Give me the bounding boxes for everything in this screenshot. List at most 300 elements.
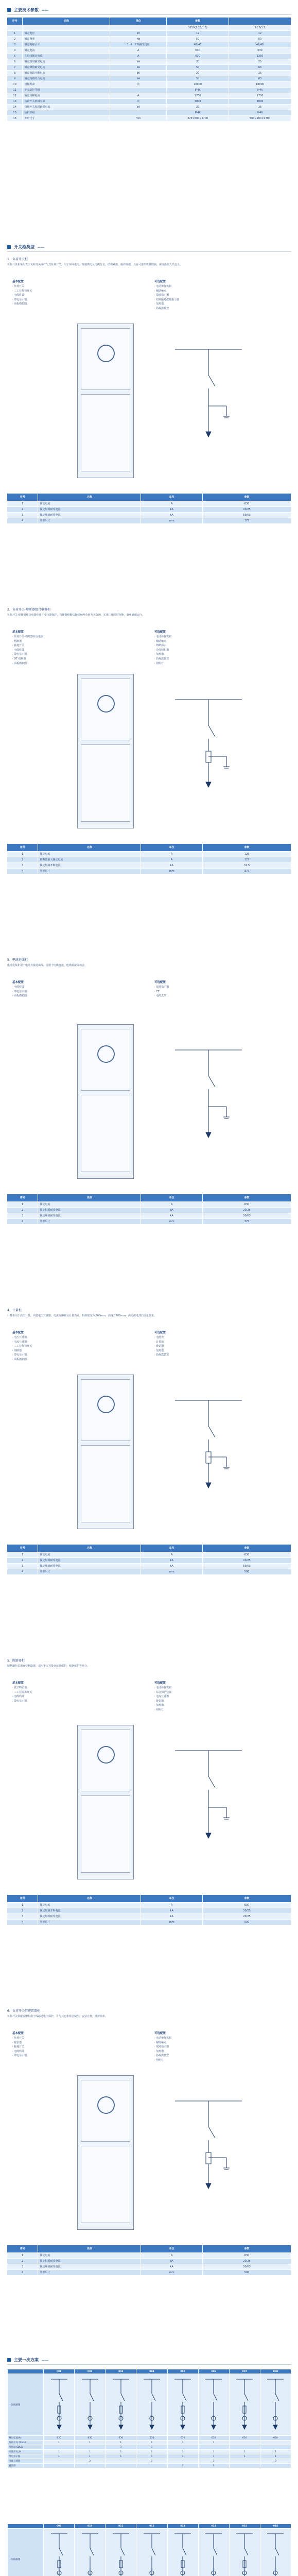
feature-item: · 辅助触点 [154,2041,167,2044]
feature-item: · 熔断指示 [154,644,167,648]
table-header-row [7,18,291,25]
table-cell: mm [141,1569,203,1574]
single-line-diagram [170,1045,247,1148]
table-cell: 次 [110,81,167,87]
table-row [7,2252,291,2258]
table-cell: mm [141,518,203,523]
column-header: 名称 [38,494,141,501]
table-cell: mm [110,115,167,121]
table-cell: 20 [167,104,229,110]
table-row [7,1569,291,1574]
feature-item: · 面板模拟图 [12,302,27,306]
plan-line-diagram [234,2531,255,2576]
plan-cell: 额定电流(A) [8,2436,44,2441]
plan-code: 016 [260,2524,291,2529]
plan-cell: 1 [106,2454,136,2459]
cabinet-door-lower [81,1445,130,1522]
features-basic-list [12,1686,126,1703]
plan-cell: 630 [75,2436,106,2441]
cabinet-title-text: 、电缆进线柜 [9,958,28,962]
table-cell: 16 [7,115,23,121]
features-basic-list [12,1335,126,1362]
table-cell: A [110,47,167,53]
cabinet-door-lower [81,744,130,822]
table-cell: 6 [7,59,23,64]
table-cell: 额定短路开断电流 [38,1908,141,1913]
plan-cell: 1 [44,2450,75,2454]
table-cell: 额定短路开断电流 [23,70,110,76]
table-row [7,81,291,87]
plan-code-label [8,2369,44,2374]
plan-code: 007 [229,2369,260,2374]
cabinet-number: 3 [7,958,9,962]
feature-item: · 电动操作机构 [154,635,172,638]
plan-line-diagram [49,2376,69,2433]
table-cell: kV [110,30,167,36]
table-cell: 1700 [167,93,229,98]
plan-diagram-cell [44,2529,75,2576]
plan-cell: 1 [198,2441,229,2445]
column-header: 名称 [38,1194,141,1201]
table-cell: 3000 [229,98,291,104]
features-optional-title: 可选配置 [154,2032,166,2035]
table-row [7,1913,291,1919]
table-cell: 额定短时耐受电流 [38,1557,141,1563]
plan-cell: 1 [260,2450,291,2454]
table-cell: 500 [203,2269,291,2275]
table-row [7,862,291,868]
table-row [7,1552,291,1557]
subheader-cell [110,25,167,30]
table-cell: 2 [7,1908,38,1913]
plan-cell: 1 [136,2454,167,2459]
plan-cell: 3 [136,2445,167,2450]
table-cell: 4 [7,518,38,523]
plan-diagram-cell [136,2529,167,2576]
plan-diagram-cell [198,2529,229,2576]
column-header: 名称 [23,18,110,25]
plan-cell: 电流互感器 [8,2459,44,2464]
feature-item: · 带电显示器 [12,1699,27,1703]
cabinet-param-table [7,2245,291,2276]
table-cell [110,87,167,93]
table-header-row [7,1895,291,1902]
column-header: 序号 [7,2245,38,2252]
plan-cell: 1 [44,2454,75,2459]
table-cell: 额定短路开断电流 [38,862,141,868]
schematic-wrap [170,694,247,799]
table-cell: kA [141,1207,203,1213]
table-cell: 1min 工频耐受电压 [110,42,167,47]
table-cell: 额定电流 [38,1902,141,1908]
cabinet-drawing [77,1375,134,1529]
table-cell: A [141,1902,203,1908]
plan-line-diagram [172,2531,193,2576]
feature-item: · 负荷开关-熔断器组合电器 [12,635,43,638]
column-header: 序号 [7,18,23,25]
plan-row [8,2445,291,2450]
table-cell: 4 [7,1919,38,1925]
table-row [7,1563,291,1569]
table-cell: 50/63 [203,512,291,518]
cabinet-param-table [7,1194,291,1225]
table-cell: 4 [7,1569,38,1574]
table-row [7,1908,291,1913]
table-row [7,1207,291,1213]
plan-cell: 630 [106,2436,136,2441]
table-cell: A [141,1552,203,1557]
feature-item: · 辅助触点 [154,639,167,643]
cabinet-title-text: 、负荷开关柜 [9,258,28,261]
table-cell: 375 [203,868,291,874]
table-cell: 4 [7,2269,38,2275]
plan-line-diagram [111,2531,131,2576]
table-row [7,76,291,81]
table-row [7,1201,291,1207]
cabinet-title-text: 、负荷开关带避雷器柜 [9,2009,40,2013]
table-cell: 50 [167,76,229,81]
features-optional-list [154,1686,283,1713]
features-basic-list [12,2036,126,2058]
table-cell: kA [141,1908,203,1913]
plan-line-diagram [265,2531,286,2576]
cabinet-title [7,957,28,962]
plan-cell: 1 [75,2454,106,2459]
plan-code-row [8,2369,291,2374]
plan-cell: 630 [136,2436,167,2441]
section-marker-icon [7,245,11,249]
table-cell: 3 [7,2264,38,2269]
plan-line-diagram [142,2531,162,2576]
divider [7,14,291,15]
column-header: 单位 [141,1895,203,1902]
table-cell: IP4X [167,110,229,115]
column-header: 单位 [110,18,167,25]
features-optional-list [154,2036,283,2063]
cabinet-mechanism-icon [97,1045,115,1063]
table-cell: 1 [7,1552,38,1557]
table-row [7,1213,291,1218]
plan-line-diagram [80,2376,100,2433]
table-cell: 20 [167,59,229,64]
table-cell: kA [110,104,167,110]
table-cell: 13 [7,98,23,104]
table-cell [110,110,167,115]
table-cell: 额定峰值耐受电流 [38,1213,141,1218]
plan-code: 004 [136,2369,167,2374]
plan-cell [198,2445,229,2450]
plan-code-label [8,2524,44,2529]
plan-diagram-cell [75,2529,106,2576]
features-optional-list [154,1335,283,1358]
table-cell: 额定电流 [38,1201,141,1207]
table-row [7,2269,291,2275]
table-row [7,115,291,121]
table-cell: 42/48 [229,42,291,47]
table-row [7,1919,291,1925]
feature-item: · 避雷器 [154,1699,164,1703]
features-basic-list [12,635,126,666]
section-title-text: 主要技术参数 [14,8,39,12]
table-cell: 500×900×1700 [229,115,291,121]
features-basic-title: 基本配置 [12,280,24,283]
plan-line-diagram [80,2531,100,2576]
section-title-cabinet-types [7,244,45,250]
table-cell: 4 [7,868,38,874]
table-cell: 2 [7,506,38,512]
table-cell: 12 [7,93,23,98]
column-header: 参数 [203,494,291,501]
feature-item: · 真空断路器 [12,1686,27,1689]
table-cell: 31.5 [203,862,291,868]
cabinet-door-lower [81,1795,130,1873]
features-optional-list [154,284,283,311]
cabinet-param-table [7,1545,291,1575]
table-cell: 1700 [229,93,291,98]
plan-cell [106,2464,136,2468]
plan-cell [44,2464,75,2468]
table-row [7,87,291,93]
plan-cell: 带电显示器 [8,2454,44,2459]
table-cell: 外形尺寸 [38,2269,141,2275]
features-basic-title: 基本配置 [12,2032,24,2035]
column-header [229,18,291,25]
plan-diagram-cell [229,2374,260,2436]
table-cell: 20/25 [203,1207,291,1213]
table-cell: 外形尺寸 [38,1919,141,1925]
cabinet-title [7,2008,40,2013]
plan-cell: 1 [167,2454,198,2459]
table-cell: 额定绝缘水平 [23,42,110,47]
column-header: 参数 [203,1895,291,1902]
feature-item: · 电缆终端 [12,1695,25,1699]
feature-item: · 熔断器 [12,1349,22,1352]
single-line-diagram [170,2096,247,2199]
table-cell: A [141,501,203,506]
column-header: 单位 [141,2245,203,2252]
column-header: 参数 [203,1194,291,1201]
section-title-plans [7,2357,49,2363]
plan-line-diagram [203,2531,224,2576]
schematic-wrap [170,344,247,448]
table-row [7,42,291,47]
cabinet-door-lower [81,2146,130,2223]
plan-code: 014 [198,2524,229,2529]
plan-line-diagram [142,2376,162,2433]
feature-item: · 加热器 [154,302,164,306]
plan-code: 008 [260,2369,291,2374]
feature-item: · 避雷器 [12,2041,22,2044]
table-cell: 额定短时耐受电流 [38,1207,141,1213]
cabinet-drawing [77,1024,134,1179]
table-cell: IP4X [229,110,291,115]
table-cell: 额定短时耐受电流 [38,506,141,512]
feature-item: · 综合保护装置 [154,1690,172,1694]
table-cell: 12 [229,30,291,36]
table-cell: 4 [7,47,23,53]
plan-cell: 3 [167,2464,198,2468]
plan-row [8,2454,291,2459]
features-basic-title: 基本配置 [12,981,24,984]
feature-item: · 电流互感器 [154,1695,169,1699]
cabinet-drawing [77,324,134,478]
plan-cell: 1 [167,2450,198,2454]
plan-line-diagram [49,2531,69,2576]
table-cell: 3 [7,1213,38,1218]
plan-diagram-cell [260,2529,291,2576]
table-cell: 防护等级 [23,110,110,115]
table-cell: 375 [203,518,291,523]
table-cell: 3 [7,42,23,47]
plan-cell: 1 [136,2441,167,2445]
table-cell: 5 [7,53,23,59]
plan-diagram-row [8,2529,291,2576]
feature-item: · 防凝露装置 [154,657,169,660]
table-cell: 12 [167,30,229,36]
cabinet-number: 4 [7,1309,9,1312]
table-cell: 额定电流 [23,47,110,53]
cabinet-description: 电缆进线柜用于电缆直接进出线，适用于电缆连接、电缆转接等场合。 [7,964,87,967]
plan-row [8,2464,291,2468]
table-cell: 外形尺寸 [38,868,141,874]
section-dots: …… [38,245,45,249]
plan-cell [260,2445,291,2450]
feature-item: · 电缆支架 [154,994,167,998]
table-header-row [7,494,291,501]
column-header: 名称 [38,844,141,851]
plan-cell [167,2445,198,2450]
table-cell: mm [141,1919,203,1925]
column-header: 单位 [141,494,203,501]
plan-cell [229,2464,260,2468]
table-subheader-row [7,25,291,30]
plan-code: 006 [198,2369,229,2374]
table-cell: 20/25 [203,1557,291,1563]
feature-item: · 负荷开关 [12,285,25,288]
column-header: 参数 [203,844,291,851]
plan-diagram-label: 一次线路图 [8,2374,44,2436]
table-cell: 50/63 [203,1563,291,1569]
table-cell: mm [141,2269,203,2275]
table-cell: 主母线额定电流 [23,53,110,59]
table-cell: 1250 [229,53,291,59]
section-dots: …… [42,8,49,12]
plan-cell: 1 [44,2441,75,2445]
table-row [7,53,291,59]
feature-item: · 加热器 [154,2049,164,2053]
table-cell: 额定峰值耐受电流 [38,512,141,518]
feature-item: · 面板模拟图 [12,1358,27,1361]
plan-table [7,2523,291,2576]
table-cell: 1 [7,30,23,36]
subheader-cell: 1.26/1.5 [229,25,291,30]
plan-diagram-cell [260,2374,291,2436]
plan-diagram-cell [167,2374,198,2436]
plan-cell: 熔断器 SDLAJ [8,2445,44,2450]
features-basic-list [12,284,126,307]
table-cell: kA [141,862,203,868]
table-cell: 14 [7,104,23,110]
feature-item: · 避雷器 [154,1345,164,1348]
features-optional-title: 可选配置 [154,1331,166,1334]
table-cell: 20/25 [203,506,291,512]
table-cell: 125 [203,851,291,857]
plan-cell: 2 [136,2459,167,2464]
table-cell: 630 [203,501,291,506]
subheader-cell [7,25,23,30]
table-cell: A [110,53,167,59]
table-row [7,2258,291,2264]
cabinet-title [7,1658,25,1663]
cabinet-description: 负荷开关-熔断器组合电器柜用于变压器保护，熔断器熔断后撞针触发负荷开关分闸，实现三相同时分断，避免缺相运行。 [7,614,145,617]
plan-row [8,2436,291,2441]
plan-code: 015 [229,2524,260,2529]
feature-item: · 故障指示器 [154,2045,169,2049]
plan-cell: 630 [260,2436,291,2441]
plan-code-row [8,2524,291,2529]
features-optional-list [154,985,283,998]
feature-item: · CT [154,990,160,993]
table-row [7,501,291,506]
plan-cell: 1 [106,2450,136,2454]
feature-item: · 接地开关 [12,644,25,648]
feature-item: · 加热器 [154,1704,164,1707]
column-header: 序号 [7,1545,38,1552]
table-cell: 500 [203,1569,291,1574]
features-optional-title: 可选配置 [154,280,166,283]
section-marker-icon [7,8,11,12]
table-cell: 125 [203,857,291,862]
column-header: 单位 [141,1545,203,1552]
feature-item: · 电动操作机构 [154,2037,172,2040]
single-line-diagram [170,1395,247,1498]
table-cell: kA [110,76,167,81]
column-header: 名称 [38,2245,141,2252]
plan-cell: 1 [260,2454,291,2459]
table-cell: 额定峰值耐受电流 [38,1563,141,1569]
table-cell: 额定短时耐受电流 [23,59,110,64]
features-basic-title: 基本配置 [12,631,24,634]
feature-item: · 照明灯 [154,1708,164,1711]
table-cell: 50/63 [203,2264,291,2269]
features-optional-title: 可选配置 [154,631,166,634]
feature-item: · 面板模拟图 [12,994,27,998]
feature-item: · 带电显示器 [12,1353,27,1357]
table-cell: kA [141,1557,203,1563]
table-cell: kA [141,1213,203,1218]
table-cell: kA [141,512,203,518]
table-row [7,518,291,523]
plan-cell: 630 [229,2436,260,2441]
cabinet-drawing [77,2075,134,2230]
table-cell: 63 [229,64,291,70]
table-row [7,1218,291,1224]
table-cell: 63 [229,76,291,81]
table-cell: 熔断器最大额定电流 [38,857,141,862]
table-cell: kA [110,64,167,70]
cabinet-mechanism-icon [97,345,115,362]
table-cell: 额定峰值耐受电流 [23,64,110,70]
table-cell: 8 [7,70,23,76]
column-header: 单位 [141,1194,203,1201]
plan-row [8,2459,291,2464]
cabinet-title-text: 、计量柜 [9,1309,22,1312]
cabinet-number: 2 [7,608,9,612]
feature-item: · 电流互感器 [12,1340,27,1344]
plan-diagram-cell [198,2374,229,2436]
cabinet-title [7,607,50,612]
table-cell: kA [141,2258,203,2264]
